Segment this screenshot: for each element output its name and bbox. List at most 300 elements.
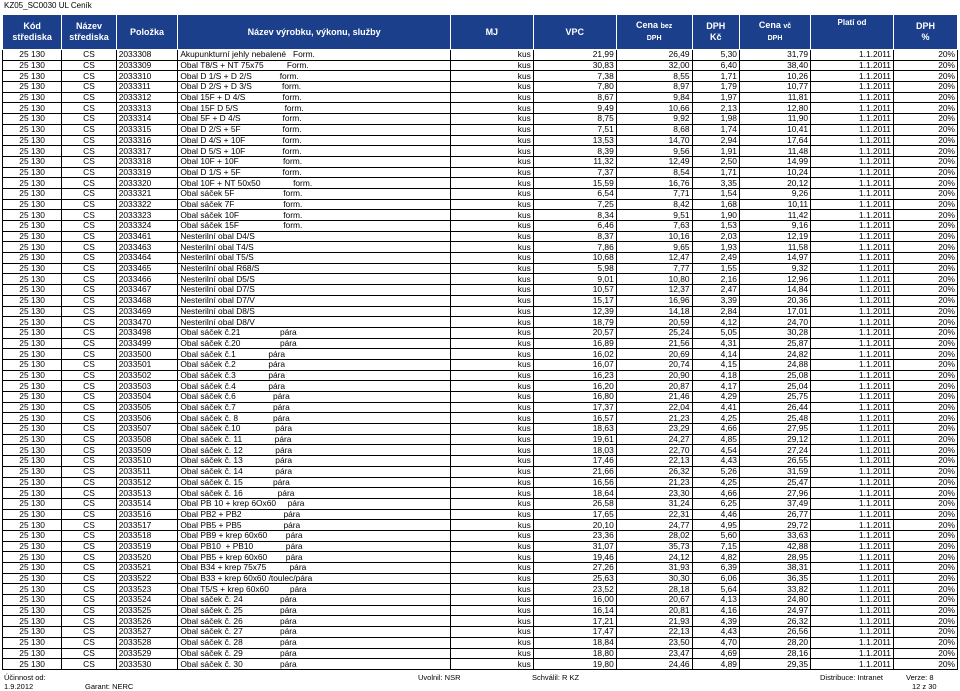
cell-mj: kus (450, 167, 533, 178)
cell-dph-kc: 4,16 (692, 605, 739, 616)
table-row (3, 434, 958, 445)
cell-cena-vc-dph: 24,70 (739, 317, 810, 328)
cell-kod-strediska: 25 130 (3, 114, 62, 125)
cell-dph-pct: 20% (893, 563, 957, 574)
cell-nazev-vyrobku: Obal PB5 + PB5 pára (178, 520, 451, 531)
cell-dph-kc: 2,03 (692, 231, 739, 242)
cell-nazev-vyrobku: Obal 10F + NT 50x50 form. (178, 178, 451, 189)
cell-dph-pct: 20% (893, 349, 957, 360)
cell-cena-bez-dph: 9,65 (616, 242, 692, 253)
cell-kod-strediska: 25 130 (3, 456, 62, 467)
table-row (3, 584, 958, 595)
cell-plati-od: 1.1.2011 (811, 563, 894, 574)
cell-polozka: 2033512 (116, 477, 178, 488)
cell-plati-od: 1.1.2011 (811, 637, 894, 648)
cell-cena-bez-dph: 8,54 (616, 167, 692, 178)
cell-cena-vc-dph: 30,28 (739, 327, 810, 338)
cell-dph-kc: 1,74 (692, 124, 739, 135)
cell-dph-pct: 20% (893, 509, 957, 520)
cell-nazev-vyrobku: Obal sáček č.7 pára (178, 402, 451, 413)
table-row (3, 402, 958, 413)
cell-nazev-vyrobku: Obal sáček č. 13 pára (178, 456, 451, 467)
cell-cena-bez-dph: 8,68 (616, 124, 692, 135)
cell-cena-vc-dph: 24,80 (739, 595, 810, 606)
cell-cena-vc-dph: 29,35 (739, 659, 810, 670)
cell-cena-vc-dph: 31,59 (739, 466, 810, 477)
cell-cena-vc-dph: 17,64 (739, 135, 810, 146)
cell-nazev-strediska: CS (62, 466, 117, 477)
cell-nazev-strediska: CS (62, 242, 117, 253)
cell-vpc: 13,53 (533, 135, 616, 146)
cell-cena-bez-dph: 23,29 (616, 424, 692, 435)
cell-vpc: 18,63 (533, 424, 616, 435)
cell-mj: kus (450, 605, 533, 616)
table-row (3, 616, 958, 627)
cell-nazev-vyrobku: Obal sáček 5F form. (178, 188, 451, 199)
header-mj: MJ (450, 15, 533, 50)
cell-kod-strediska: 25 130 (3, 466, 62, 477)
cell-cena-bez-dph: 8,42 (616, 199, 692, 210)
cell-kod-strediska: 25 130 (3, 263, 62, 274)
cell-nazev-vyrobku: Obal sáček č. 11 pára (178, 434, 451, 445)
cell-dph-kc: 4,66 (692, 488, 739, 499)
cell-nazev-vyrobku: Nesterilní obal T5/S (178, 253, 451, 264)
cell-plati-od: 1.1.2011 (811, 114, 894, 125)
cell-dph-kc: 4,25 (692, 413, 739, 424)
cell-kod-strediska: 25 130 (3, 595, 62, 606)
cell-vpc: 16,56 (533, 477, 616, 488)
cell-mj: kus (450, 103, 533, 114)
table-body (3, 50, 958, 670)
table-row (3, 563, 958, 574)
cell-polozka: 2033504 (116, 392, 178, 403)
cell-cena-vc-dph: 28,95 (739, 552, 810, 563)
cell-mj: kus (450, 178, 533, 189)
header-nazev-strediska: Název střediska (62, 15, 117, 50)
cell-polozka: 2033519 (116, 541, 178, 552)
cell-kod-strediska: 25 130 (3, 605, 62, 616)
cell-polozka: 2033503 (116, 381, 178, 392)
cell-cena-vc-dph: 37,49 (739, 498, 810, 509)
cell-dph-pct: 20% (893, 392, 957, 403)
cell-plati-od: 1.1.2011 (811, 295, 894, 306)
table-row (3, 82, 958, 93)
cell-cena-bez-dph: 31,93 (616, 563, 692, 574)
cell-plati-od: 1.1.2011 (811, 50, 894, 61)
cell-cena-vc-dph: 36,35 (739, 573, 810, 584)
cell-mj: kus (450, 285, 533, 296)
cell-nazev-strediska: CS (62, 253, 117, 264)
cell-cena-bez-dph: 20,87 (616, 381, 692, 392)
cell-plati-od: 1.1.2011 (811, 584, 894, 595)
cell-kod-strediska: 25 130 (3, 627, 62, 638)
cell-plati-od: 1.1.2011 (811, 488, 894, 499)
cell-polozka: 2033314 (116, 114, 178, 125)
cell-polozka: 2033506 (116, 413, 178, 424)
cell-nazev-vyrobku: Obal D 4/S + 10F form. (178, 135, 451, 146)
cell-plati-od: 1.1.2011 (811, 263, 894, 274)
cell-vpc: 19,46 (533, 552, 616, 563)
cell-cena-vc-dph: 25,75 (739, 392, 810, 403)
cell-nazev-vyrobku: Obal sáček č. 28 pára (178, 637, 451, 648)
cell-plati-od: 1.1.2011 (811, 595, 894, 606)
cell-nazev-vyrobku: Obal 15F + D 4/S form. (178, 92, 451, 103)
cell-nazev-vyrobku: Obal D 1/S + 5F form. (178, 167, 451, 178)
cell-nazev-vyrobku: Obal D 2/S + 5F form. (178, 124, 451, 135)
cell-polozka: 2033505 (116, 402, 178, 413)
table-row (3, 60, 958, 71)
cell-nazev-strediska: CS (62, 616, 117, 627)
cell-cena-bez-dph: 21,93 (616, 616, 692, 627)
cell-cena-bez-dph: 8,55 (616, 71, 692, 82)
cell-nazev-strediska: CS (62, 199, 117, 210)
footer-ucinnost-date: 1.9.2012 (4, 682, 34, 691)
cell-plati-od: 1.1.2011 (811, 520, 894, 531)
cell-dph-kc: 5,60 (692, 530, 739, 541)
cell-nazev-vyrobku: Obal 15F D 5/S form. (178, 103, 451, 114)
cell-nazev-vyrobku: Obal sáček č. 25 pára (178, 605, 451, 616)
cell-kod-strediska: 25 130 (3, 616, 62, 627)
cell-dph-pct: 20% (893, 424, 957, 435)
cell-dph-pct: 20% (893, 135, 957, 146)
cell-vpc: 16,57 (533, 413, 616, 424)
cell-cena-bez-dph: 7,77 (616, 263, 692, 274)
cell-vpc: 23,36 (533, 530, 616, 541)
table-row (3, 477, 958, 488)
cell-vpc: 16,20 (533, 381, 616, 392)
cell-plati-od: 1.1.2011 (811, 188, 894, 199)
cell-cena-vc-dph: 27,95 (739, 424, 810, 435)
cell-vpc: 11,32 (533, 156, 616, 167)
cell-vpc: 7,80 (533, 82, 616, 93)
cell-dph-pct: 20% (893, 327, 957, 338)
cell-vpc: 9,49 (533, 103, 616, 114)
cell-vpc: 8,34 (533, 210, 616, 221)
cell-cena-bez-dph: 20,81 (616, 605, 692, 616)
cell-plati-od: 1.1.2011 (811, 146, 894, 157)
cell-dph-kc: 1,93 (692, 242, 739, 253)
cell-kod-strediska: 25 130 (3, 295, 62, 306)
cell-nazev-strediska: CS (62, 392, 117, 403)
cell-dph-kc: 4,85 (692, 434, 739, 445)
cell-dph-kc: 5,30 (692, 50, 739, 61)
header-vpc: VPC (533, 15, 616, 50)
cell-cena-vc-dph: 17,01 (739, 306, 810, 317)
cell-cena-bez-dph: 23,30 (616, 488, 692, 499)
cell-nazev-vyrobku: Obal sáček č. 30 pára (178, 659, 451, 670)
cell-polozka: 2033312 (116, 92, 178, 103)
cell-plati-od: 1.1.2011 (811, 498, 894, 509)
cell-plati-od: 1.1.2011 (811, 392, 894, 403)
table-row (3, 637, 958, 648)
cell-mj: kus (450, 60, 533, 71)
cell-plati-od: 1.1.2011 (811, 509, 894, 520)
table-row (3, 199, 958, 210)
cell-nazev-vyrobku: Obal sáček č. 27 pára (178, 627, 451, 638)
footer-ucinnost-label: Účinnost od: (4, 673, 46, 682)
cell-nazev-strediska: CS (62, 359, 117, 370)
cell-nazev-vyrobku: Nesterilní obal D7/S (178, 285, 451, 296)
cell-dph-pct: 20% (893, 231, 957, 242)
cell-plati-od: 1.1.2011 (811, 627, 894, 638)
table-row (3, 253, 958, 264)
cell-cena-vc-dph: 26,55 (739, 456, 810, 467)
cell-dph-kc: 1,55 (692, 263, 739, 274)
cell-nazev-vyrobku: Obal sáček č.4 pára (178, 381, 451, 392)
table-row (3, 242, 958, 253)
cell-mj: kus (450, 50, 533, 61)
cell-dph-kc: 4,39 (692, 616, 739, 627)
cell-cena-bez-dph: 25,24 (616, 327, 692, 338)
cell-nazev-vyrobku: Obal T8/S + NT 75x75 Form. (178, 60, 451, 71)
cell-dph-kc: 4,66 (692, 424, 739, 435)
cell-cena-vc-dph: 38,40 (739, 60, 810, 71)
footer-page-number: 12 z 30 (912, 682, 937, 691)
header-dph-pct: DPH % (893, 15, 957, 50)
cell-mj: kus (450, 92, 533, 103)
cell-cena-bez-dph: 30,30 (616, 573, 692, 584)
cell-nazev-vyrobku: Obal B33 + krep 60x60 /toulec/pára (178, 573, 451, 584)
cell-mj: kus (450, 434, 533, 445)
cell-nazev-strediska: CS (62, 327, 117, 338)
cell-nazev-strediska: CS (62, 552, 117, 563)
cell-kod-strediska: 25 130 (3, 317, 62, 328)
cell-nazev-vyrobku: Nesterilní obal D8/S (178, 306, 451, 317)
cell-polozka: 2033463 (116, 242, 178, 253)
cell-cena-bez-dph: 20,69 (616, 349, 692, 360)
cell-polozka: 2033308 (116, 50, 178, 61)
cell-cena-vc-dph: 20,12 (739, 178, 810, 189)
cell-cena-bez-dph: 24,12 (616, 552, 692, 563)
cell-mj: kus (450, 188, 533, 199)
cell-kod-strediska: 25 130 (3, 413, 62, 424)
cell-vpc: 21,99 (533, 50, 616, 61)
cell-mj: kus (450, 552, 533, 563)
cell-dph-pct: 20% (893, 188, 957, 199)
table-row (3, 92, 958, 103)
table-row (3, 627, 958, 638)
cell-nazev-vyrobku: Obal sáček č. 14 pára (178, 466, 451, 477)
table-row (3, 552, 958, 563)
cell-polozka: 2033319 (116, 167, 178, 178)
table-row (3, 573, 958, 584)
cell-kod-strediska: 25 130 (3, 188, 62, 199)
cell-dph-pct: 20% (893, 82, 957, 93)
cell-mj: kus (450, 221, 533, 232)
cell-polozka: 2033464 (116, 253, 178, 264)
table-row (3, 338, 958, 349)
cell-kod-strediska: 25 130 (3, 60, 62, 71)
cell-mj: kus (450, 381, 533, 392)
cell-cena-bez-dph: 21,23 (616, 413, 692, 424)
cell-kod-strediska: 25 130 (3, 156, 62, 167)
cell-cena-vc-dph: 25,08 (739, 370, 810, 381)
cell-kod-strediska: 25 130 (3, 552, 62, 563)
cell-dph-pct: 20% (893, 178, 957, 189)
cell-mj: kus (450, 370, 533, 381)
cell-nazev-strediska: CS (62, 210, 117, 221)
cell-kod-strediska: 25 130 (3, 221, 62, 232)
cell-plati-od: 1.1.2011 (811, 477, 894, 488)
cell-nazev-vyrobku: Nesterilní obal D7/V (178, 295, 451, 306)
cell-mj: kus (450, 349, 533, 360)
cell-vpc: 6,54 (533, 188, 616, 199)
cell-dph-kc: 4,15 (692, 359, 739, 370)
cell-dph-pct: 20% (893, 637, 957, 648)
cell-polozka: 2033317 (116, 146, 178, 157)
cell-nazev-vyrobku: Obal PB 10 + krep 6Ox60 pára (178, 498, 451, 509)
cell-dph-kc: 4,31 (692, 338, 739, 349)
cell-kod-strediska: 25 130 (3, 445, 62, 456)
cell-nazev-strediska: CS (62, 231, 117, 242)
cell-vpc: 25,63 (533, 573, 616, 584)
cell-dph-pct: 20% (893, 402, 957, 413)
cell-nazev-strediska: CS (62, 167, 117, 178)
cell-cena-vc-dph: 31,79 (739, 50, 810, 61)
cell-cena-bez-dph: 16,96 (616, 295, 692, 306)
cell-nazev-strediska: CS (62, 71, 117, 82)
footer-uvolnil: Uvolnil: NSR (418, 673, 461, 682)
cell-cena-vc-dph: 29,12 (739, 434, 810, 445)
cell-dph-pct: 20% (893, 167, 957, 178)
cell-cena-vc-dph: 11,48 (739, 146, 810, 157)
cell-nazev-strediska: CS (62, 627, 117, 638)
cell-kod-strediska: 25 130 (3, 402, 62, 413)
cell-nazev-vyrobku: Obal PB9 + krep 60x60 pára (178, 530, 451, 541)
cell-dph-kc: 4,13 (692, 595, 739, 606)
cell-dph-pct: 20% (893, 306, 957, 317)
cell-vpc: 17,47 (533, 627, 616, 638)
cell-nazev-strediska: CS (62, 370, 117, 381)
cell-dph-pct: 20% (893, 381, 957, 392)
cell-plati-od: 1.1.2011 (811, 253, 894, 264)
cell-kod-strediska: 25 130 (3, 509, 62, 520)
cell-plati-od: 1.1.2011 (811, 466, 894, 477)
cell-polozka: 2033318 (116, 156, 178, 167)
cell-nazev-vyrobku: Obal PB10 + PB10 pára (178, 541, 451, 552)
cell-dph-pct: 20% (893, 616, 957, 627)
cell-cena-vc-dph: 24,97 (739, 605, 810, 616)
cell-mj: kus (450, 242, 533, 253)
cell-vpc: 16,07 (533, 359, 616, 370)
table-row (3, 285, 958, 296)
cell-dph-kc: 1,79 (692, 82, 739, 93)
cell-kod-strediska: 25 130 (3, 274, 62, 285)
header-dph-kc: DPH Kč (692, 15, 739, 50)
cell-nazev-strediska: CS (62, 114, 117, 125)
table-header-row (3, 15, 958, 50)
table-row (3, 498, 958, 509)
cell-dph-pct: 20% (893, 221, 957, 232)
cell-vpc: 18,03 (533, 445, 616, 456)
cell-vpc: 6,46 (533, 221, 616, 232)
cell-vpc: 7,51 (533, 124, 616, 135)
cell-cena-bez-dph: 14,70 (616, 135, 692, 146)
cell-nazev-vyrobku: Obal sáček č. 8 pára (178, 413, 451, 424)
cell-dph-pct: 20% (893, 584, 957, 595)
cell-kod-strediska: 25 130 (3, 285, 62, 296)
cell-polozka: 2033315 (116, 124, 178, 135)
cell-mj: kus (450, 295, 533, 306)
cell-plati-od: 1.1.2011 (811, 221, 894, 232)
table-row (3, 370, 958, 381)
cell-mj: kus (450, 359, 533, 370)
cell-mj: kus (450, 392, 533, 403)
table-row (3, 135, 958, 146)
cell-nazev-vyrobku: Nesterilní obal D4/S (178, 231, 451, 242)
cell-plati-od: 1.1.2011 (811, 552, 894, 563)
cell-nazev-strediska: CS (62, 498, 117, 509)
cell-vpc: 17,21 (533, 616, 616, 627)
cell-cena-vc-dph: 11,81 (739, 92, 810, 103)
cell-mj: kus (450, 595, 533, 606)
cell-dph-kc: 3,35 (692, 178, 739, 189)
cell-vpc: 7,86 (533, 242, 616, 253)
cell-dph-kc: 4,89 (692, 659, 739, 670)
cell-nazev-vyrobku: Nesterilní obal D5/S (178, 274, 451, 285)
cell-polozka: 2033510 (116, 456, 178, 467)
cell-plati-od: 1.1.2011 (811, 210, 894, 221)
cell-nazev-vyrobku: Obal sáček č.10 pára (178, 424, 451, 435)
cell-polozka: 2033311 (116, 82, 178, 93)
cell-kod-strediska: 25 130 (3, 434, 62, 445)
cell-dph-kc: 5,64 (692, 584, 739, 595)
cell-cena-bez-dph: 20,90 (616, 370, 692, 381)
cell-polozka: 2033467 (116, 285, 178, 296)
cell-kod-strediska: 25 130 (3, 231, 62, 242)
cell-mj: kus (450, 563, 533, 574)
cell-nazev-vyrobku: Obal B34 + krep 75x75 pára (178, 563, 451, 574)
cell-cena-bez-dph: 20,74 (616, 359, 692, 370)
cell-cena-vc-dph: 24,88 (739, 359, 810, 370)
cell-dph-pct: 20% (893, 92, 957, 103)
cell-mj: kus (450, 541, 533, 552)
cell-polozka: 2033528 (116, 637, 178, 648)
cell-cena-vc-dph: 28,20 (739, 637, 810, 648)
cell-mj: kus (450, 509, 533, 520)
cell-plati-od: 1.1.2011 (811, 60, 894, 71)
price-list-sheet (2, 14, 958, 670)
table-row (3, 648, 958, 659)
cell-polozka: 2033320 (116, 178, 178, 189)
table-row (3, 381, 958, 392)
cell-mj: kus (450, 402, 533, 413)
cell-cena-bez-dph: 12,47 (616, 253, 692, 264)
cell-vpc: 18,64 (533, 488, 616, 499)
cell-polozka: 2033526 (116, 616, 178, 627)
cell-nazev-vyrobku: Obal PB5 + krep 60x60 pára (178, 552, 451, 563)
cell-kod-strediska: 25 130 (3, 648, 62, 659)
cell-cena-vc-dph: 10,26 (739, 71, 810, 82)
cell-cena-vc-dph: 27,96 (739, 488, 810, 499)
cell-dph-kc: 2,47 (692, 285, 739, 296)
cell-nazev-vyrobku: Obal sáček č.20 pára (178, 338, 451, 349)
cell-mj: kus (450, 584, 533, 595)
cell-mj: kus (450, 317, 533, 328)
cell-kod-strediska: 25 130 (3, 82, 62, 93)
cell-cena-vc-dph: 26,44 (739, 402, 810, 413)
cell-mj: kus (450, 520, 533, 531)
cell-dph-kc: 5,05 (692, 327, 739, 338)
table-row (3, 263, 958, 274)
cell-polozka: 2033511 (116, 466, 178, 477)
cell-cena-bez-dph: 28,02 (616, 530, 692, 541)
cell-mj: kus (450, 199, 533, 210)
cell-mj: kus (450, 114, 533, 125)
cell-cena-bez-dph: 23,47 (616, 648, 692, 659)
cell-dph-pct: 20% (893, 71, 957, 82)
cell-plati-od: 1.1.2011 (811, 381, 894, 392)
